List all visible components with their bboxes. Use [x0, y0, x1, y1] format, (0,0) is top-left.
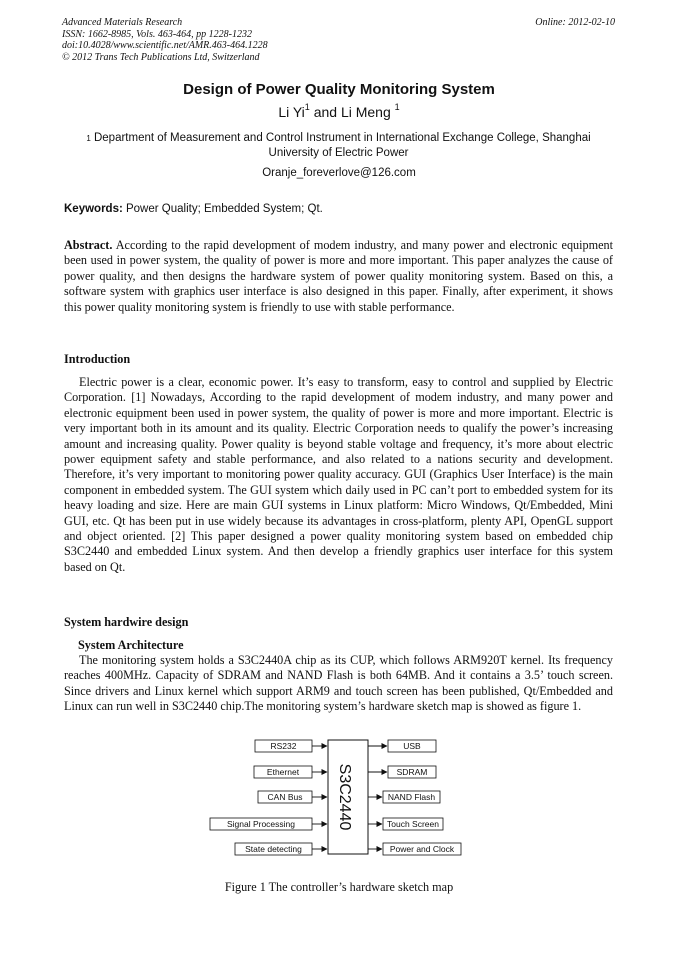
keywords-text: Power Quality; Embedded System; Qt.: [122, 203, 323, 215]
subsection-heading: System Architecture: [78, 638, 184, 652]
right-box-label-1: SDRAM: [396, 767, 428, 777]
left-box-label-3: Signal Processing: [226, 819, 296, 829]
author-2: and Li Meng: [309, 104, 395, 120]
abstract-text: According to the rapid development of modem industry, and many power and electronic equipment been used in power system, the quality of power is more and more important. This paper analyzes the cause of power quality, and then designs the hardware system of power quality monitoring system. Based on this, a software system with graphics user interface is also designed in this paper. Finally, after experiment, it shows this power quality monitoring system is friendly to use with stable performance.: [64, 238, 613, 314]
left-box-label-2: CAN Bus: [267, 792, 303, 802]
architecture-text: The monitoring system holds a S3C2440A chip as its CUP, which follows ARM920T kernel. Its frequency reaches 400MHz. Capacity of SDRAM and NAND Flash is both 64MB. And it contains a 3.5’ touch screen. Since drivers and Linux kernel which support ARM9 and touch screen has been published, Qt/Embedded and Linux can run well in S3C2440 chip.The monitoring system’s hardware sketch map is showed as figure 1.: [64, 653, 613, 714]
left-box-label-0: RS232: [270, 741, 297, 751]
affiliation-sup: 1: [86, 134, 91, 143]
section-heading: System hardwire design: [64, 615, 189, 629]
right-box-label-4: Power and Clock: [389, 844, 455, 854]
left-box-label-1: Ethernet: [266, 767, 300, 777]
left-box-label-4: State detecting: [245, 844, 302, 854]
affiliation-text: Department of Measurement and Control Instrument in International Exchange College, Shanghai University of Electric Power: [93, 132, 591, 159]
author-2-sup: 1: [394, 102, 400, 112]
online-date: Online: 2012-02-10: [535, 17, 615, 28]
journal-name: Advanced Materials Research: [62, 17, 183, 28]
paper-title: Design of Power Quality Monitoring System: [183, 81, 495, 98]
introduction-heading: Introduction: [64, 352, 131, 366]
author-1: Li Yi: [278, 104, 305, 120]
right-box-label-0: USB: [403, 741, 421, 751]
introduction-text: Electric power is a clear, economic power. It’s easy to transform, easy to control and supplied by Electric Corporation. [1] Nowadays, According to the rapid development of modem industry, and many power and electronic equipment been used in power system, the quality of power is more and more important. Electric is very important both in its amount and its quality. Electric Corporation needs to qualify the power’s increasing amount and increasing quality. Power quality is beyond stable voltage and frequency, it’s more about electric power equipment safety and stable performance, and also related to a nations security and development. Therefore, it’s very important to monitoring power quality accuracy. GUI (Graphics User Interface) is the main component in embedded system. The GUI system which daily used in PC can’t port to embedded system for its heavy loading and size. Here are main GUI systems in Linux platform: Micro Windows, Qt/Embedded, Mini GUI, etc. Qt has been put in use widely because its advantages in cross-platform, plenty API, OpenGL support and object oriented. [2] This paper designed a power quality monitoring system based on embedded chip S3C2440 and embedded Linux system. And then develop a friendly graphics user interface for this system based on Qt.: [64, 375, 613, 574]
issn-line: ISSN: 1662-8985, Vols. 463-464, pp 1228-1232: [62, 28, 252, 40]
right-box-label-3: Touch Screen: [387, 819, 439, 829]
doi-line: doi:10.4028/www.scientific.net/AMR.463-464.1228: [62, 40, 268, 51]
chip-label: S3C2440: [336, 763, 353, 831]
figure-caption: Figure 1 The controller’s hardware sketch map: [224, 880, 454, 894]
author-email[interactable]: Oranje_foreverlove@126.com: [262, 167, 416, 179]
right-box-label-2: NAND Flash: [387, 792, 436, 802]
keywords-label: Keywords:: [64, 203, 123, 215]
author-1-sup: 1: [304, 102, 310, 112]
abstract-label: Abstract.: [64, 238, 113, 252]
copyright-line: © 2012 Trans Tech Publications Ltd, Switzerland: [62, 51, 260, 63]
